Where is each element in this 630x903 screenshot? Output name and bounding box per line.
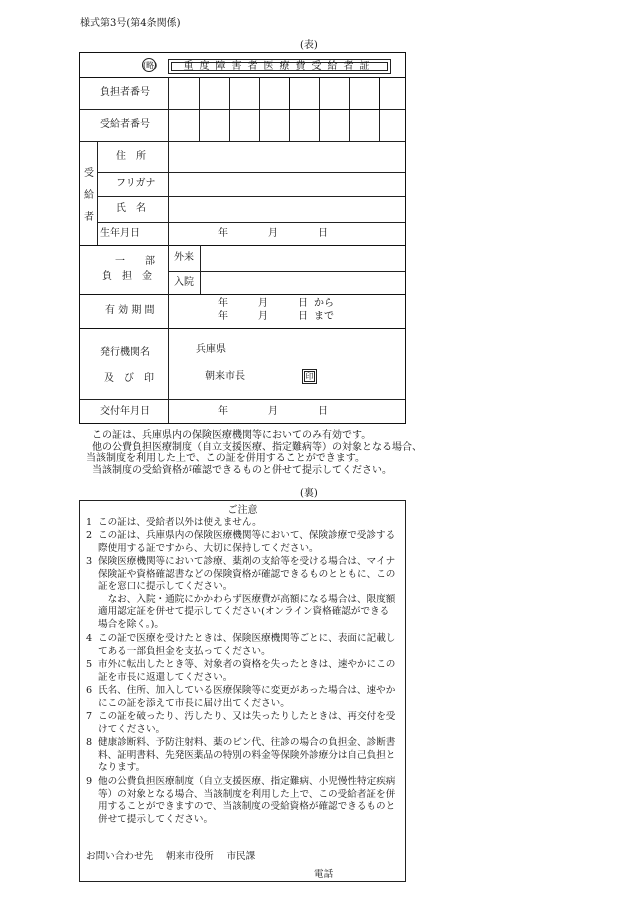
phone-label: 電話 [314, 869, 334, 880]
caution-item-line: この証で医療を受けたときは、保険医療機関等ごとに、表面に記載し [98, 633, 396, 644]
furigana-label: フリガナ [116, 178, 156, 189]
form-number-label: 様式第3号(第4条関係) [80, 18, 181, 29]
validity-start-year-unit: 年 [218, 298, 228, 309]
recipient-number-label: 受給者番号 [100, 119, 150, 130]
caution-item-line: 適用認定証を併せて提示してください(オンライン資格確認ができる [98, 606, 390, 618]
caution-item-line: この証を破ったり、汚したり、又は失ったりしたときは、再交付を受 [98, 711, 396, 722]
front-note-line: この証は、兵庫県内の保険医療機関等においてのみ有効です。 [92, 430, 372, 441]
front-notes [86, 430, 422, 476]
caution-item-number: 5 [86, 659, 93, 670]
validity-end-day-unit: 日 [298, 311, 308, 322]
birth-year-unit: 年 [218, 228, 228, 239]
caution-item-line: 保険医療機関等において診療、薬剤の支給等を受ける場合は、マイナ [98, 556, 396, 567]
validity-end-year-unit: 年 [218, 311, 228, 322]
inpatient-label: 入院 [174, 277, 194, 288]
front-note-line: 他の公費負担医療制度（自立支援医療、指定難病等）の対象となる場合、 [92, 441, 422, 453]
caution-item-number: 7 [86, 711, 93, 722]
certificate-back [79, 500, 406, 882]
caution-item-line: 保険証や資格確認書などの保険資格が確認できるものとともに、この [98, 568, 396, 580]
certificate-front [79, 52, 406, 424]
issuer-mayor: 朝来市長 [205, 371, 245, 382]
partial-burden-label-line2: 負 担 金 [102, 271, 152, 282]
issue-year-unit: 年 [218, 406, 228, 417]
caution-item-line: にこの証を添えて市長に届け出てください。 [98, 697, 290, 709]
burden-number-highlight-box [289, 77, 380, 110]
validity-end-month-unit: 月 [258, 311, 268, 322]
caution-item-line: 健康診断料、予防注射料、薬のビン代、往診の場合の負担金、診断書 [98, 737, 396, 748]
caution-item-line: てある一部負担金を支払ってください。 [98, 645, 271, 657]
back-side-label: (裏) [300, 488, 318, 499]
contact-label: お問い合わせ先 [86, 851, 154, 862]
partial-burden-label-line1: 一 部 [115, 256, 155, 267]
caution-item-line: 市外に転出したとき等、対象者の資格を失ったときは、速やかにこの [98, 659, 396, 670]
validity-start-month-unit: 月 [258, 298, 268, 309]
issuer-label: 発行機関名 [100, 347, 150, 358]
caution-item-line: 等）の対象となる場合、当該制度を利用した上で、この受給者証を併 [98, 788, 396, 800]
issue-month-unit: 月 [268, 406, 278, 417]
burden-number-label: 負担者番号 [100, 87, 150, 98]
validity-start-suffix: から [314, 298, 334, 309]
caution-item-line: けてください。 [98, 723, 166, 735]
caution-item-line: 他の公費負担医療制度（自立支援医療、指定難病、小児慢性特定疾病 [98, 776, 396, 787]
name-label: 氏 名 [116, 203, 146, 214]
issue-day-unit: 日 [318, 406, 328, 417]
caution-item-line: 証を窓口に提示してください。 [98, 581, 233, 593]
abbreviation-mark: (略) [142, 58, 156, 72]
birth-month-unit: 月 [268, 228, 278, 239]
caution-title: ご注意 [227, 505, 258, 516]
caution-item-line: 氏名、住所、加入している医療保険等に変更があった場合は、速やか [98, 685, 396, 696]
caution-item-number: 3 [86, 556, 93, 567]
caution-item-number: 1 [86, 517, 93, 528]
birth-date-label: 生年月日 [100, 228, 140, 239]
recipient-group-label: 受給者 [84, 168, 94, 223]
birth-day-unit: 日 [318, 228, 328, 239]
caution-item-line: 料、証明書料、先発医薬品の特別の料金等保険外診療分は自己負担と [98, 749, 396, 761]
caution-item-number: 9 [86, 776, 93, 787]
caution-item-number: 6 [86, 685, 93, 696]
caution-item-line: 用することができますので、当該制度の受給資格が確認できるものと [98, 801, 396, 813]
official-seal-mark [302, 369, 317, 384]
caution-item-line: この証は、受給者以外は使えません。 [98, 517, 262, 528]
outpatient-label: 外来 [174, 252, 194, 263]
caution-item-number: 8 [86, 737, 93, 748]
contact-section: 市民課 [226, 851, 256, 862]
caution-item-line: 際使用する証ですから、大切に保持してください。 [98, 542, 319, 554]
seal-character: 印 [305, 372, 314, 381]
validity-period-label: 有 効 期 間 [105, 305, 155, 316]
front-note-line: 当該制度の受給資格が確認できるものと併せて提示してください。 [92, 464, 392, 476]
caution-item-number: 4 [86, 633, 93, 644]
certificate-title-box [168, 59, 391, 74]
validity-start-day-unit: 日 [298, 298, 308, 309]
caution-item-line: 場合を除く。)。 [98, 618, 164, 630]
issue-date-label: 交付年月日 [100, 406, 150, 417]
caution-item-line: 証を市長に返還してください。 [98, 671, 233, 683]
front-note-line: 当該制度を利用した上で、この証を併用することができます。 [86, 453, 365, 465]
issuer-prefecture: 兵庫県 [196, 344, 226, 355]
issuer-seal-label: 及 び 印 [104, 373, 154, 384]
address-label: 住 所 [116, 151, 146, 162]
contact-office: 朝来市役所 [165, 851, 214, 862]
caution-item-line: この証は、兵庫県内の保険医療機関等において、保険診療で受診する [98, 530, 396, 541]
validity-end-suffix: まで [314, 311, 334, 322]
caution-item-number: 2 [86, 530, 93, 541]
certificate-title: 重度障害者医療費受給者証 [183, 61, 376, 72]
caution-item-line: 併せて提示してください。 [98, 813, 214, 825]
caution-item-line: なります。 [98, 762, 146, 774]
front-side-label: (表) [300, 40, 318, 51]
contact-info [86, 851, 255, 863]
caution-item-line: なお、入院・通院にかかわらず医療費が高額になる場合は、限度額 [98, 593, 396, 605]
